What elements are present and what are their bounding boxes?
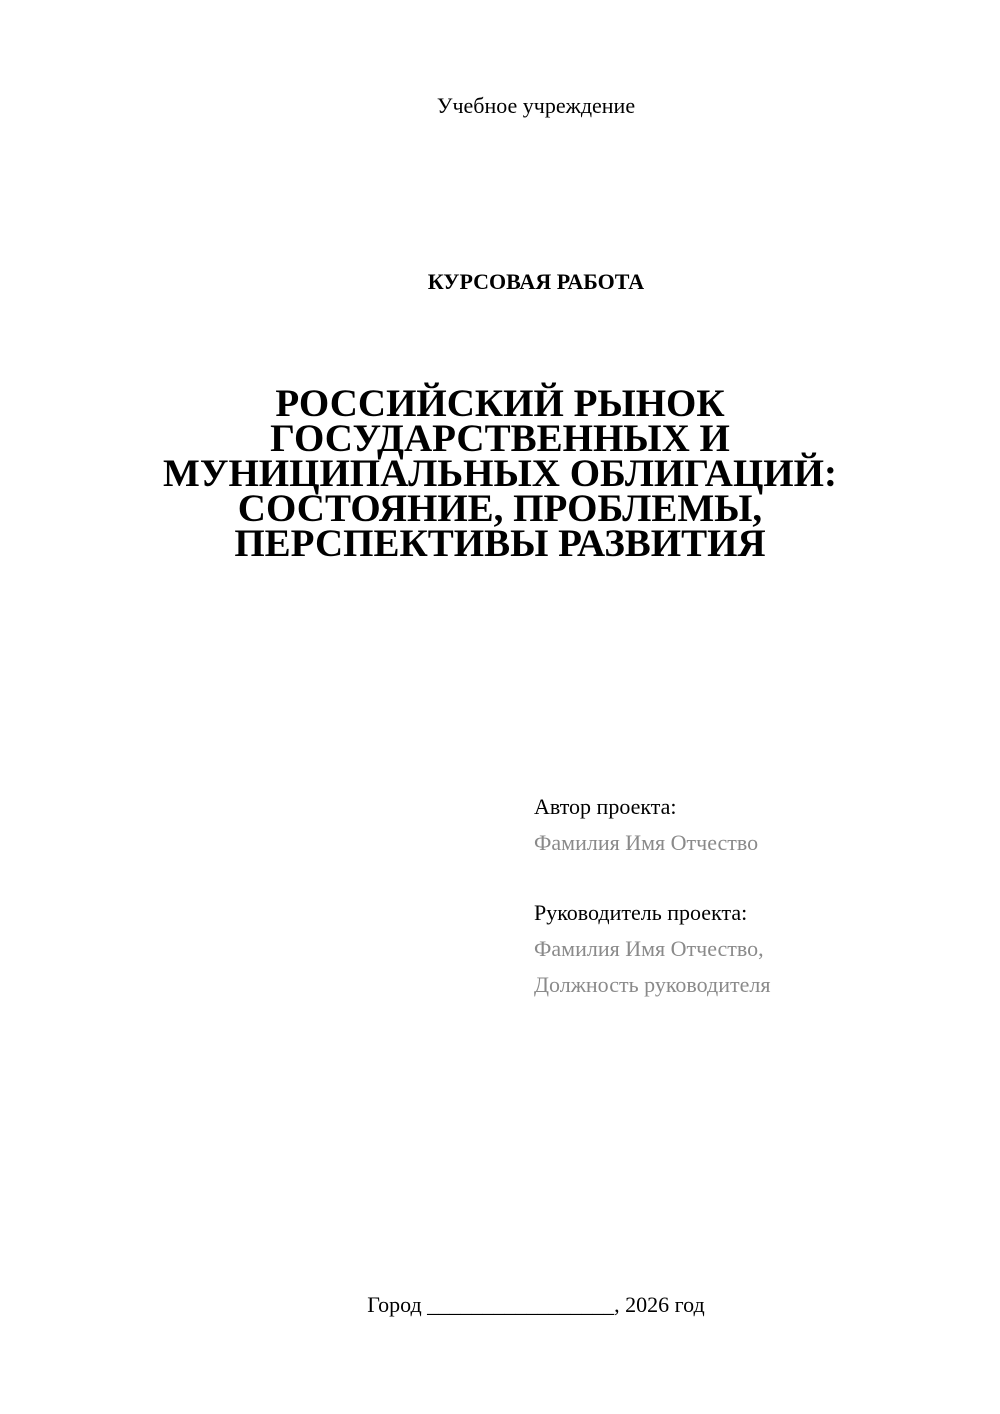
document-title [140,382,860,565]
title-line: МУНИЦИПАЛЬНЫХ ОБЛИГАЦИЙ: [163,452,837,495]
institution-name: Учебное учреждение [436,93,636,118]
project-info [534,789,974,1003]
title-line: СОСТОЯНИЕ, ПРОБЛЕМЫ, [237,487,763,530]
author-label: Автор проекта: [534,794,677,819]
author-name: Фамилия Имя Отчество [534,830,759,855]
work-type-heading: КУРСОВАЯ РАБОТА [427,269,645,294]
spacer [534,861,974,895]
supervisor-name: Фамилия Имя Отчество, [534,936,764,961]
title-line: РОССИЙСКИЙ РЫНОК [275,382,725,425]
city-year-footer: Город _________________, 2026 год [367,1292,705,1317]
supervisor-label: Руководитель проекта: [534,900,748,925]
supervisor-position: Должность руководителя [534,972,771,997]
title-line: ПЕРСПЕКТИВЫ РАЗВИТИЯ [234,522,766,565]
title-line: ГОСУДАРСТВЕННЫХ И [270,417,730,460]
